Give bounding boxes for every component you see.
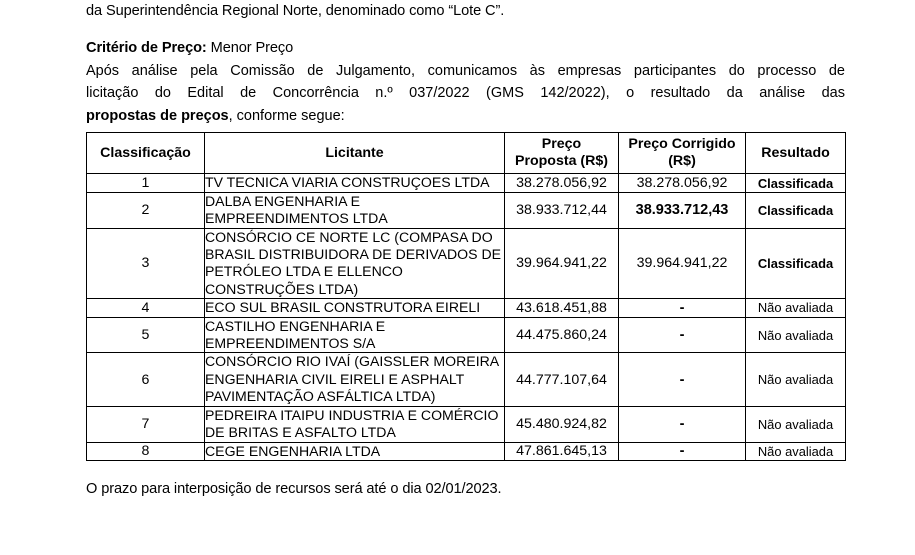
cell-classificacao: 3 <box>87 228 205 299</box>
cell-licitante: DALBA ENGENHARIA E EMPREENDIMENTOS LTDA <box>205 192 505 228</box>
cell-preco-proposta: 38.933.712,44 <box>505 192 619 228</box>
cell-resultado: Não avaliada <box>746 353 846 406</box>
cell-classificacao: 7 <box>87 406 205 442</box>
table-row <box>87 299 846 317</box>
table-header-row <box>87 133 846 174</box>
analysis-line-1: Após análise pela Comissão de Julgamento, comunicamos às empresas participantes do processo de <box>86 63 845 79</box>
proposals-results-table <box>86 132 846 461</box>
cell-preco-proposta: 39.964.941,22 <box>505 228 619 299</box>
cell-preco-proposta: 38.278.056,92 <box>505 174 619 192</box>
cell-preco-corrigido: - <box>619 406 746 442</box>
cell-resultado: Classificada <box>746 192 846 228</box>
cell-preco-corrigido: 39.964.941,22 <box>619 228 746 299</box>
cell-preco-corrigido: - <box>619 317 746 353</box>
cell-resultado: Classificada <box>746 174 846 192</box>
criterio-label: Critério de Preço: <box>86 40 207 56</box>
column-header-preco-proposta <box>505 133 619 174</box>
analysis-line-3 <box>86 105 845 127</box>
cell-licitante: CASTILHO ENGENHARIA E EMPREENDIMENTOS S/A <box>205 317 505 353</box>
cell-licitante: CEGE ENGENHARIA LTDA <box>205 442 505 460</box>
table-row <box>87 228 846 299</box>
cell-classificacao: 1 <box>87 174 205 192</box>
analysis-line-3-rest: , conforme segue: <box>228 107 345 124</box>
table-row <box>87 442 846 460</box>
analysis-paragraph <box>86 60 845 127</box>
table-row <box>87 317 846 353</box>
column-header-preco-corrigido <box>619 133 746 174</box>
column-header-preco-corrigido-line2: (R$) <box>668 152 696 169</box>
table-row <box>87 174 846 192</box>
cell-resultado: Não avaliada <box>746 299 846 317</box>
cell-resultado: Não avaliada <box>746 442 846 460</box>
table-header <box>87 133 846 174</box>
cell-licitante: PEDREIRA ITAIPU INDUSTRIA E COMÉRCIO DE BRITAS E ASFALTO LTDA <box>205 406 505 442</box>
cell-preco-proposta: 43.618.451,88 <box>505 299 619 317</box>
cell-licitante: CONSÓRCIO CE NORTE LC (COMPASA DO BRASIL DISTRIBUIDORA DE DERIVADOS DE PETRÓLEO LTDA E ELLENCO CONSTRUÇÕES LTDA) <box>205 228 505 299</box>
cell-classificacao: 8 <box>87 442 205 460</box>
column-header-licitante: Licitante <box>205 133 505 174</box>
cell-resultado: Classificada <box>746 228 846 299</box>
column-header-classificacao: Classificação <box>87 133 205 174</box>
cell-preco-proposta: 44.475.860,24 <box>505 317 619 353</box>
column-header-resultado: Resultado <box>746 133 846 174</box>
cell-preco-corrigido: 38.933.712,43 <box>619 192 746 228</box>
cell-licitante: TV TECNICA VIARIA CONSTRUÇOES LTDA <box>205 174 505 192</box>
table-row <box>87 353 846 406</box>
column-header-preco-corrigido-line1: Preço Corrigido <box>628 136 736 153</box>
cell-preco-corrigido: - <box>619 299 746 317</box>
cell-classificacao: 4 <box>87 299 205 317</box>
cell-classificacao: 2 <box>87 192 205 228</box>
cell-preco-proposta: 45.480.924,82 <box>505 406 619 442</box>
cell-preco-proposta: 47.861.645,13 <box>505 442 619 460</box>
analysis-line-2: licitação do Edital de Concorrência n.º 037/2022 (GMS 142/2022), o resultado da análise das <box>86 85 845 102</box>
cell-classificacao: 6 <box>87 353 205 406</box>
cell-preco-proposta: 44.777.107,64 <box>505 353 619 406</box>
closing-paragraph: O prazo para interposição de recursos será até o dia 02/01/2023. <box>86 480 502 497</box>
cell-preco-corrigido: - <box>619 353 746 406</box>
cell-licitante: CONSÓRCIO RIO IVAÍ (GAISSLER MOREIRA ENGENHARIA CIVIL EIRELI E ASPHALT PAVIMENTAÇÃO ASFÁLTICA LTDA) <box>205 353 505 406</box>
continuation-paragraph: da Superintendência Regional Norte, denominado como “Lote C”. <box>86 3 505 19</box>
criterio-de-preco-line <box>86 37 845 59</box>
cell-preco-corrigido: 38.278.056,92 <box>619 174 746 192</box>
cell-classificacao: 5 <box>87 317 205 353</box>
cell-licitante: ECO SUL BRASIL CONSTRUTORA EIRELI <box>205 299 505 317</box>
cell-resultado: Não avaliada <box>746 406 846 442</box>
table-body <box>87 174 846 461</box>
table-row <box>87 192 846 228</box>
criterio-value: Menor Preço <box>210 40 294 56</box>
table-row <box>87 406 846 442</box>
propostas-de-precos-emphasis: propostas de preços <box>86 107 229 124</box>
column-header-preco-proposta-line1: Preço <box>541 136 582 153</box>
paragraph-spacer <box>86 22 845 37</box>
cell-preco-corrigido: - <box>619 442 746 460</box>
cell-resultado: Não avaliada <box>746 317 846 353</box>
column-header-preco-proposta-line2: Proposta (R$) <box>514 152 608 169</box>
